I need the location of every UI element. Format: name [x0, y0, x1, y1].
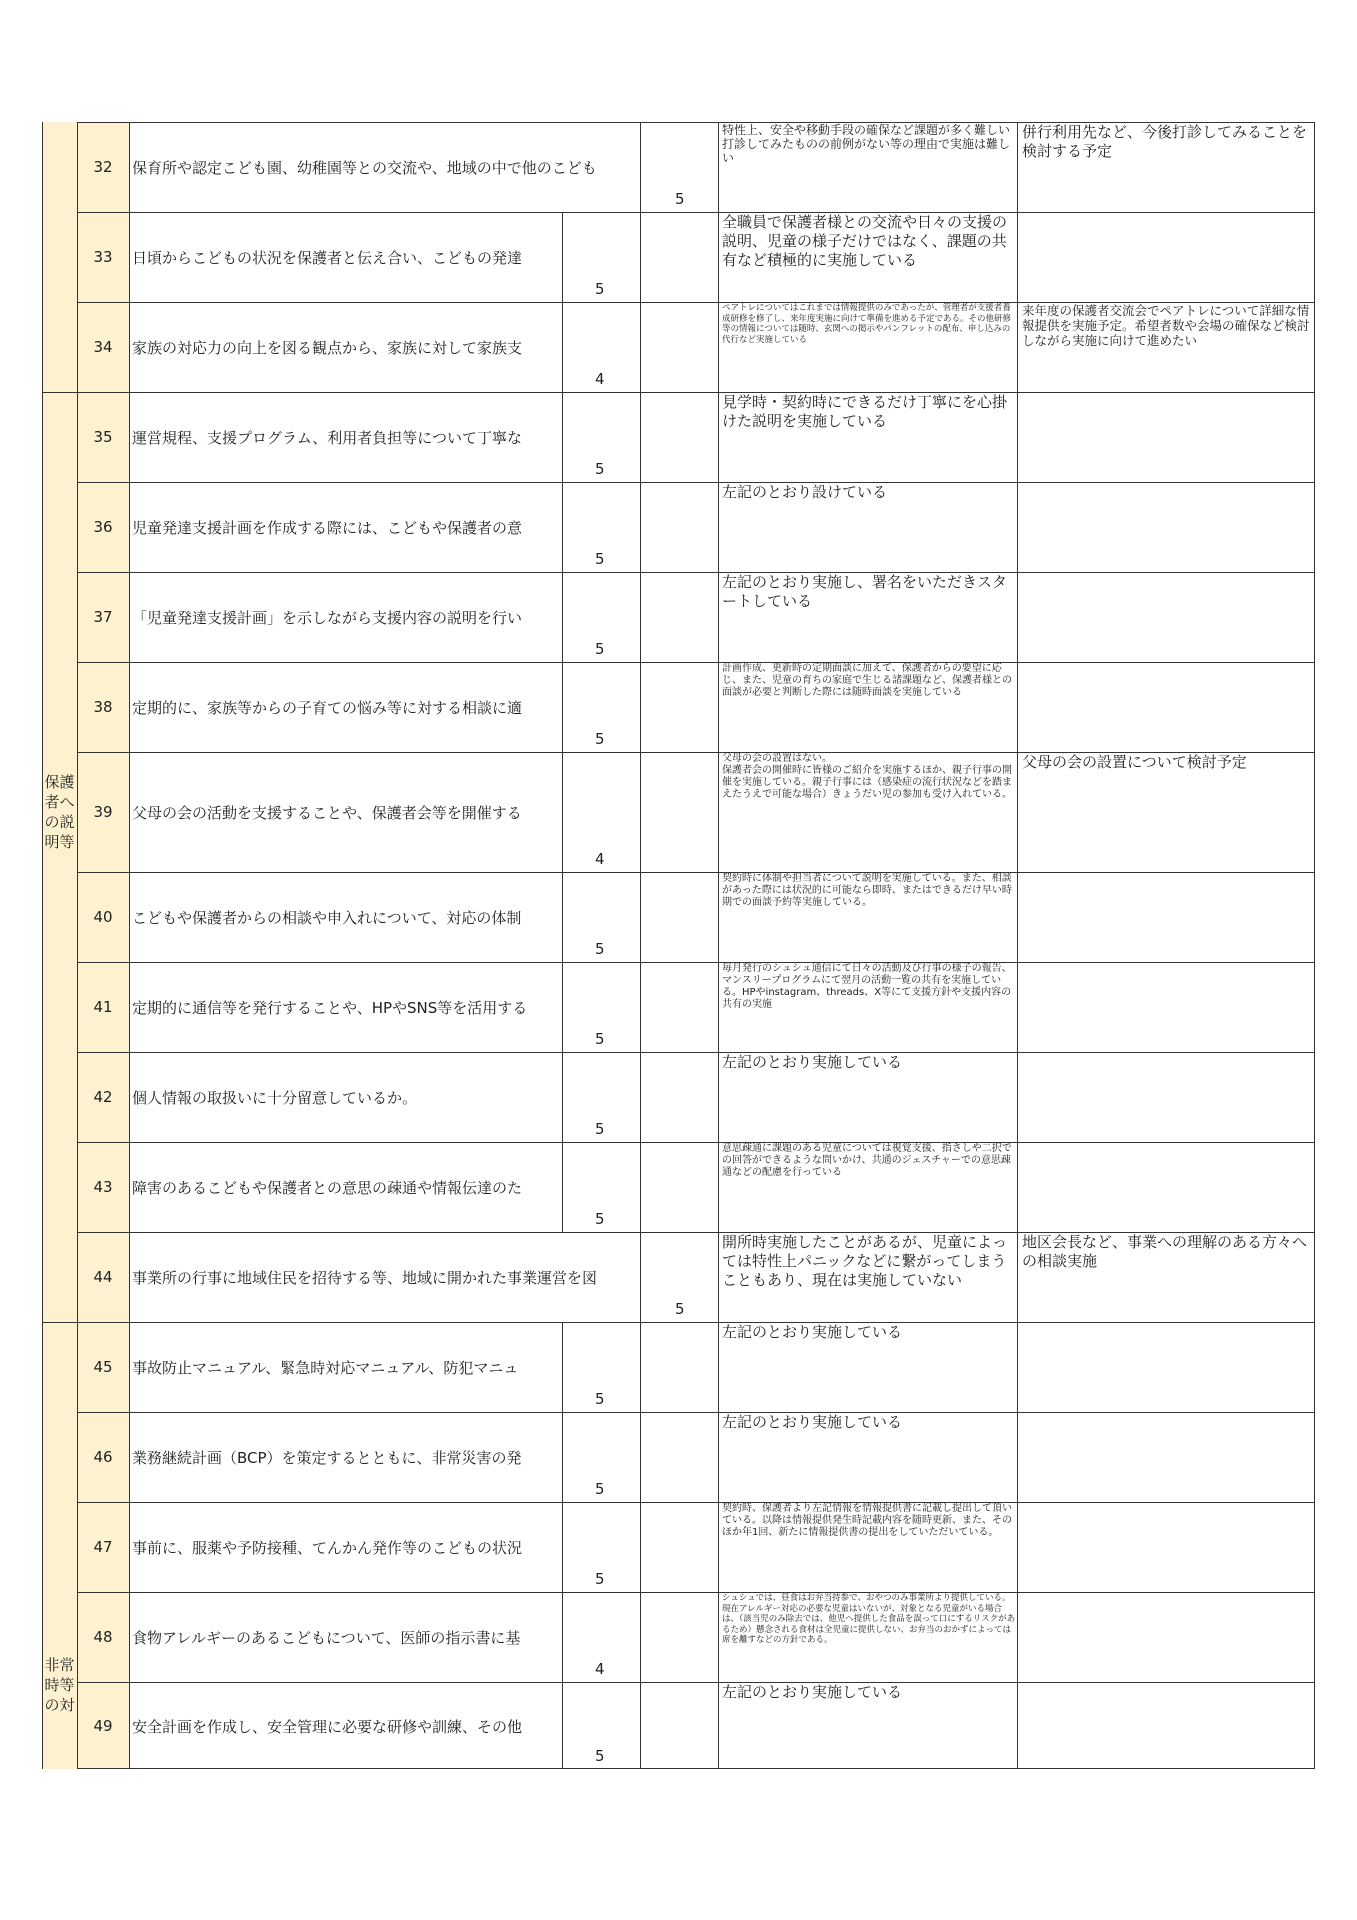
row-divider	[77, 392, 1315, 393]
question-text: 父母の会の活動を支援することや、保護者会等を開催する	[132, 804, 522, 822]
column-border	[77, 122, 78, 1769]
status-note: 左記のとおり実施している	[722, 1323, 903, 1341]
cell-border	[562, 1142, 563, 1232]
cell-border	[562, 212, 563, 302]
question-text: 家族の対応力の向上を図る観点から、家族に対して家族支	[132, 339, 523, 357]
category-cell	[42, 1322, 77, 1769]
status-note: 父母の会の設置はない。 保護者会の開催時に皆様のご紹介を実施するほか、親子行事の開催を実施している。親子行事には（感染症の流行状況などを踏まえたうえで可能な場合）きょうだい児の参加も受け入れている。	[722, 753, 1012, 800]
cell-border	[562, 872, 563, 962]
category-divider	[42, 392, 77, 393]
row-number: 36	[77, 482, 129, 572]
score-value: 5	[595, 1210, 605, 1228]
row-divider	[77, 572, 1315, 573]
improvement-plan	[1022, 573, 1312, 661]
category-cell	[42, 392, 77, 1322]
row-number: 42	[77, 1052, 129, 1142]
status-note: 毎月発行のシュシュ通信にて日々の活動及び行事の様子の報告、マンスリープログラムにて翌月の活動一覧の共有を実施している。HPやinstagram、threads、X等にて支援方針や支援内容の共有の実施	[722, 963, 1012, 1010]
row-number: 45	[77, 1322, 129, 1412]
question-text: 定期的に、家族等からの子育ての悩み等に対する相談に適	[132, 699, 523, 717]
cell-border	[562, 392, 563, 482]
improvement-plan	[1022, 873, 1312, 961]
row-divider	[77, 1592, 1315, 1593]
improvement-plan: 地区会長など、事業への理解のある方々への相談実施	[1022, 1233, 1308, 1270]
cell-border	[562, 302, 563, 392]
improvement-plan	[1022, 213, 1312, 301]
cell-border	[562, 662, 563, 752]
row-number: 34	[77, 302, 129, 392]
row-number: 46	[77, 1412, 129, 1502]
row-divider	[77, 1142, 1315, 1143]
row-divider	[77, 752, 1315, 753]
question-text: 事故防止マニュアル、緊急時対応マニュアル、防犯マニュ	[132, 1359, 519, 1377]
improvement-plan: 父母の会の設置について検討予定	[1022, 753, 1247, 771]
row-number: 39	[77, 752, 129, 872]
row-divider	[77, 122, 1315, 123]
cell-border	[562, 1052, 563, 1142]
row-number: 37	[77, 572, 129, 662]
row-divider	[77, 662, 1315, 663]
row-divider	[77, 302, 1315, 303]
row-number: 32	[77, 122, 129, 212]
status-note: 左記のとおり実施している	[722, 1413, 903, 1431]
status-note: 計画作成、更新時の定期面談に加えて、保護者からの要望に応じ、また、児童の育ちの家庭で生じる諸課題など、保護者様との面談が必要と判断した際には随時面談を実施している	[722, 663, 1012, 698]
cell-border	[562, 1592, 563, 1682]
score-value: 5	[595, 1120, 605, 1138]
row-number: 43	[77, 1142, 129, 1232]
cell-border	[562, 752, 563, 872]
row-divider	[77, 1768, 1315, 1769]
column-border	[129, 122, 130, 1769]
improvement-plan	[1022, 1683, 1312, 1768]
question-text: 保育所や認定こども園、幼稚園等との交流や、地域の中で他のこども	[132, 159, 597, 177]
question-text: 「児童発達支援計画」を示しながら支援内容の説明を行い	[132, 609, 523, 627]
question-text: 定期的に通信等を発行することや、HPやSNS等を活用する	[132, 999, 528, 1017]
column-border	[1017, 122, 1018, 1769]
row-divider	[77, 1502, 1315, 1503]
row-divider	[77, 482, 1315, 483]
status-note: 開所時実施したことがあるが、児童によっては特性上パニックなどに繋がってしまうこともあり、現在は実施していない	[722, 1233, 1008, 1289]
question-text: 事業所の行事に地域住民を招待する等、地域に開かれた事業運営を図	[132, 1269, 598, 1287]
category-cell	[42, 122, 77, 392]
question-text: 個人情報の取扱いに十分留意しているか。	[132, 1089, 418, 1107]
row-divider	[77, 1232, 1315, 1233]
score-value: 4	[595, 1660, 605, 1678]
status-note: 左記のとおり設けている	[722, 483, 888, 501]
score-value: 5	[595, 460, 605, 478]
row-divider	[77, 872, 1315, 873]
status-note: 意思疎通に課題のある児童については視覚支援、指さしや二択での回答ができるような問いかけ、共通のジェスチャーでの意思疎通などの配慮を行っている	[722, 1143, 1012, 1178]
evaluation-table	[42, 122, 1315, 1769]
status-note: 契約時に体制や担当者について説明を実施している。また、相談があった際には状況的に可能なら即時、またはできるだけ早い時期での面談予約等実施している。	[722, 873, 1012, 908]
score-value: 5	[675, 1300, 685, 1318]
question-text: 安全計画を作成し、安全管理に必要な研修や訓練、その他	[132, 1718, 523, 1736]
question-text: 事前に、服薬や予防接種、てんかん発作等のこどもの状況	[132, 1539, 523, 1557]
question-text: 日頃からこどもの状況を保護者と伝え合い、こどもの発達	[132, 249, 523, 267]
row-number: 35	[77, 392, 129, 482]
score-value: 5	[595, 1747, 605, 1765]
question-text: 業務継続計画（BCP）を策定するとともに、非常災害の発	[132, 1449, 522, 1467]
row-divider	[77, 1052, 1315, 1053]
column-border	[1314, 122, 1315, 1769]
score-value: 5	[595, 1390, 605, 1408]
row-number: 49	[77, 1682, 129, 1769]
improvement-plan: 来年度の保護者交流会でペアトレについて詳細な情報提供を実施予定。希望者数や会場の確保など検討しながら実施に向けて進めたい	[1022, 303, 1310, 348]
improvement-plan	[1022, 393, 1312, 481]
score-value: 4	[595, 370, 605, 388]
row-divider	[77, 1682, 1315, 1683]
category-label: 保護者への説明等	[44, 773, 75, 851]
improvement-plan	[1022, 663, 1312, 751]
score-value: 5	[595, 1030, 605, 1048]
status-note: 契約時、保護者より左記情報を情報提供書に記載し提出して頂いている。以降は情報提供発生時記載内容を随時更新、また、そのほか年1回、新たに情報提供書の提出をしていただいている。	[722, 1503, 1012, 1538]
column-border	[42, 122, 43, 1769]
status-note: 全職員で保護者様との交流や日々の支援の説明、児童の様子だけではなく、課題の共有など積極的に実施している	[722, 213, 1008, 269]
improvement-plan	[1022, 1143, 1312, 1231]
row-number: 40	[77, 872, 129, 962]
status-note: 左記のとおり実施し、署名をいただきスタートしている	[722, 573, 1008, 610]
score-value: 5	[675, 190, 685, 208]
score-value: 5	[595, 640, 605, 658]
row-number: 48	[77, 1592, 129, 1682]
column-border	[640, 122, 641, 1769]
cell-border	[562, 1322, 563, 1412]
row-divider	[77, 962, 1315, 963]
cell-border	[562, 482, 563, 572]
improvement-plan	[1022, 963, 1312, 1051]
row-number: 33	[77, 212, 129, 302]
score-value: 5	[595, 1570, 605, 1588]
score-value: 4	[595, 850, 605, 868]
column-border	[718, 122, 719, 1769]
improvement-plan	[1022, 1503, 1312, 1591]
cell-border	[562, 572, 563, 662]
score-value: 5	[595, 940, 605, 958]
question-text: 児童発達支援計画を作成する際には、こどもや保護者の意	[132, 519, 523, 537]
row-divider	[77, 1322, 1315, 1323]
status-note: 左記のとおり実施している	[722, 1683, 903, 1701]
question-text: こどもや保護者からの相談や申入れについて、対応の体制	[132, 909, 522, 927]
row-number: 47	[77, 1502, 129, 1592]
status-note: シュシュでは、昼食はお弁当持参で、おやつのみ事業所より提供している。現在アレルギー対応の必要な児童はいないが、対象となる児童がいる場合は、（該当児のみ除去では、他児へ提供した食品を誤って口にするリスクがあるため）懸念される食材は全児童に提供しない、お弁当のおかずによっては席を離すなどの方針である。	[722, 1593, 1016, 1645]
improvement-plan	[1022, 1413, 1312, 1501]
category-divider	[42, 1322, 77, 1323]
improvement-plan	[1022, 1323, 1312, 1411]
improvement-plan	[1022, 483, 1312, 571]
question-text: 障害のあるこどもや保護者との意思の疎通や情報伝達のた	[132, 1179, 523, 1197]
improvement-plan: 併行利用先など、今後打診してみることを検討する予定	[1022, 123, 1308, 160]
cell-border	[562, 1412, 563, 1502]
score-value: 5	[595, 280, 605, 298]
status-note: 見学時・契約時にできるだけ丁寧にを心掛けた説明を実施している	[722, 393, 1008, 430]
improvement-plan	[1022, 1053, 1312, 1141]
score-value: 5	[595, 1480, 605, 1498]
status-note: 左記のとおり実施している	[722, 1053, 903, 1071]
score-value: 5	[595, 730, 605, 748]
status-note: 特性上、安全や移動手段の確保など課題が多く難しい 打診してみたものの前例がない等の理由で実施は難しい	[722, 123, 1011, 165]
row-number: 41	[77, 962, 129, 1052]
cell-border	[562, 1502, 563, 1592]
cell-border	[562, 962, 563, 1052]
question-text: 食物アレルギーのあるこどもについて、医師の指示書に基	[132, 1629, 521, 1647]
row-divider	[77, 212, 1315, 213]
row-number: 38	[77, 662, 129, 752]
question-text: 運営規程、支援プログラム、利用者負担等について丁寧な	[132, 429, 523, 447]
improvement-plan	[1022, 1593, 1312, 1681]
row-number: 44	[77, 1232, 129, 1322]
category-label: 非常時等の対	[44, 1656, 75, 1714]
status-note: ペアトレについてはこれまでは情報提供のみであったが、管理者が支援者養成研修を修了し、来年度実施に向けて準備を進める予定である。その他研修等の情報については随時、玄関への掲示やパンフレットの配布、申し込みの代行など実施している	[722, 303, 1012, 345]
score-value: 5	[595, 550, 605, 568]
cell-border	[562, 1682, 563, 1769]
row-divider	[77, 1412, 1315, 1413]
